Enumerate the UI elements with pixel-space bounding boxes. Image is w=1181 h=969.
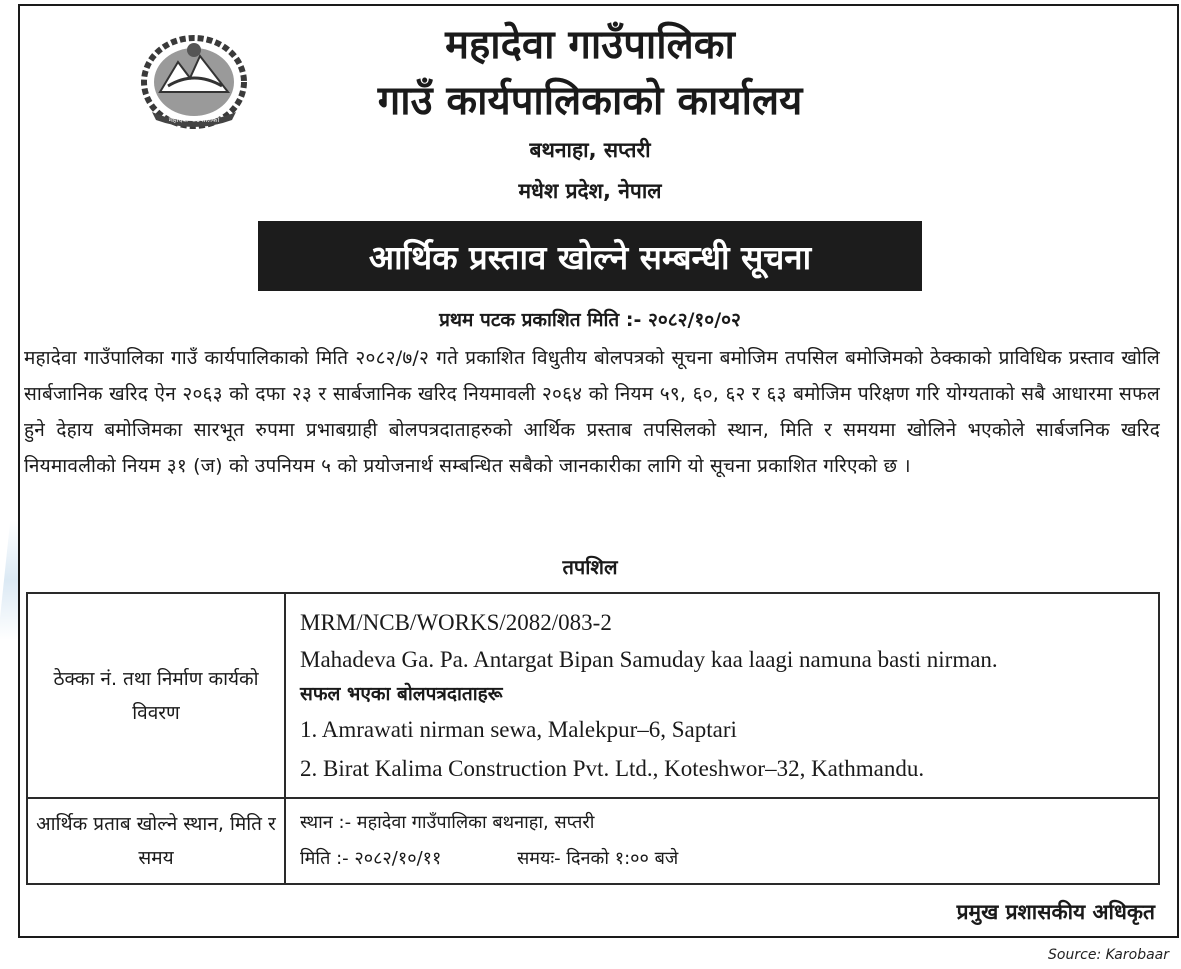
nepal-emblem-icon <box>138 30 250 130</box>
source-credit: Source: Karobaar <box>1048 947 1169 963</box>
venue-detail-cell <box>285 798 1159 884</box>
contract-number: MRM/NCB/WORKS/2082/083-2 <box>300 609 612 635</box>
table-row <box>27 798 1159 884</box>
office-address: बथनाहा, सप्तरी <box>529 138 651 162</box>
venue-date: मिति :- २०८२/१०/११ <box>300 848 442 869</box>
table-row <box>27 593 1159 798</box>
organization-name: महादेवा गाउँपालिका <box>445 22 735 68</box>
notice-title: आर्थिक प्रस्ताव खोल्ने सम्बन्धी सूचना <box>368 237 812 277</box>
emblem-caption: महादेवा गाउँपालिका <box>168 116 220 124</box>
notice-title-banner <box>258 221 922 291</box>
work-name: Mahadeva Ga. Pa. Antargat Bipan Samuday kaa laagi namuna basti nirman. <box>300 646 998 672</box>
contract-label-cell <box>27 593 285 798</box>
list-item: 2. Birat Kalima Construction Pvt. Ltd., Koteshwor–32, Kathmandu. <box>300 755 925 781</box>
schedule-title: तपशिल <box>562 555 618 579</box>
signatory: प्रमुख प्रशासकीय अधिकृत <box>956 900 1155 924</box>
venue-label: आर्थिक प्रताब खोल्ने स्थान, मिति र समय <box>36 813 276 869</box>
schedule-table <box>26 592 1160 885</box>
venue-label-cell <box>27 798 285 884</box>
venue-time: समयः- दिनको १:०० बजे <box>517 848 679 869</box>
contract-detail-cell <box>285 593 1159 798</box>
office-name: गाउँ कार्यपालिकाको कार्यालय <box>377 78 803 124</box>
venue-datetime <box>300 841 1144 877</box>
province-address: मधेश प्रदेश, नेपाल <box>518 179 662 203</box>
first-published-date: प्रथम पटक प्रकाशित मिति :- २०८२/१०/०२ <box>439 309 741 331</box>
contract-label: ठेक्का नं. तथा निर्माण कार्यको विवरण <box>53 667 259 724</box>
list-item: 1. Amrawati nirman sewa, Malekpur–6, Saptari <box>300 716 737 742</box>
notice-body: महादेवा गाउँपालिका गाउँ कार्यपालिकाको मिति २०८२/७/२ गते प्रकाशित विधुतीय बोलपत्रको सूचना बमोजिम तपसिल बमोजिमको ठेक्काको प्राविधिक प्रस्ताव खोलि सार्बजानिक खरिद ऐन २०६३ को दफा २३ र सार्बजानिक खरिद नियमावली २०६४ को नियम ५९, ६०, ६२ र ६३ बमोजिम परिक्षण गरि योग्यताको सबै आधारमा सफल हुने देहाय बमोजिमका सारभूत रुपमा प्रभाबग्राही बोलपत्रदाताहरुको आर्थिक प्रस्ताब तपसिलको स्थान, मिति र समयमा खोलिने भएकोले सार्बजनिक खरिद नियमावलीको नियम ३१ (ज) को उपनियम ५ को प्रयोजनार्थ सम्बन्धित सबैको जानकारीका लागि यो सूचना प्रकाशित गरिएको छ । <box>24 347 1160 477</box>
venue-location: स्थान :- महादेवा गाउँपालिका बथनाहा, सप्तरी <box>300 812 595 833</box>
bidders-heading: सफल भएका बोलपत्रदाताहरू <box>300 682 503 705</box>
